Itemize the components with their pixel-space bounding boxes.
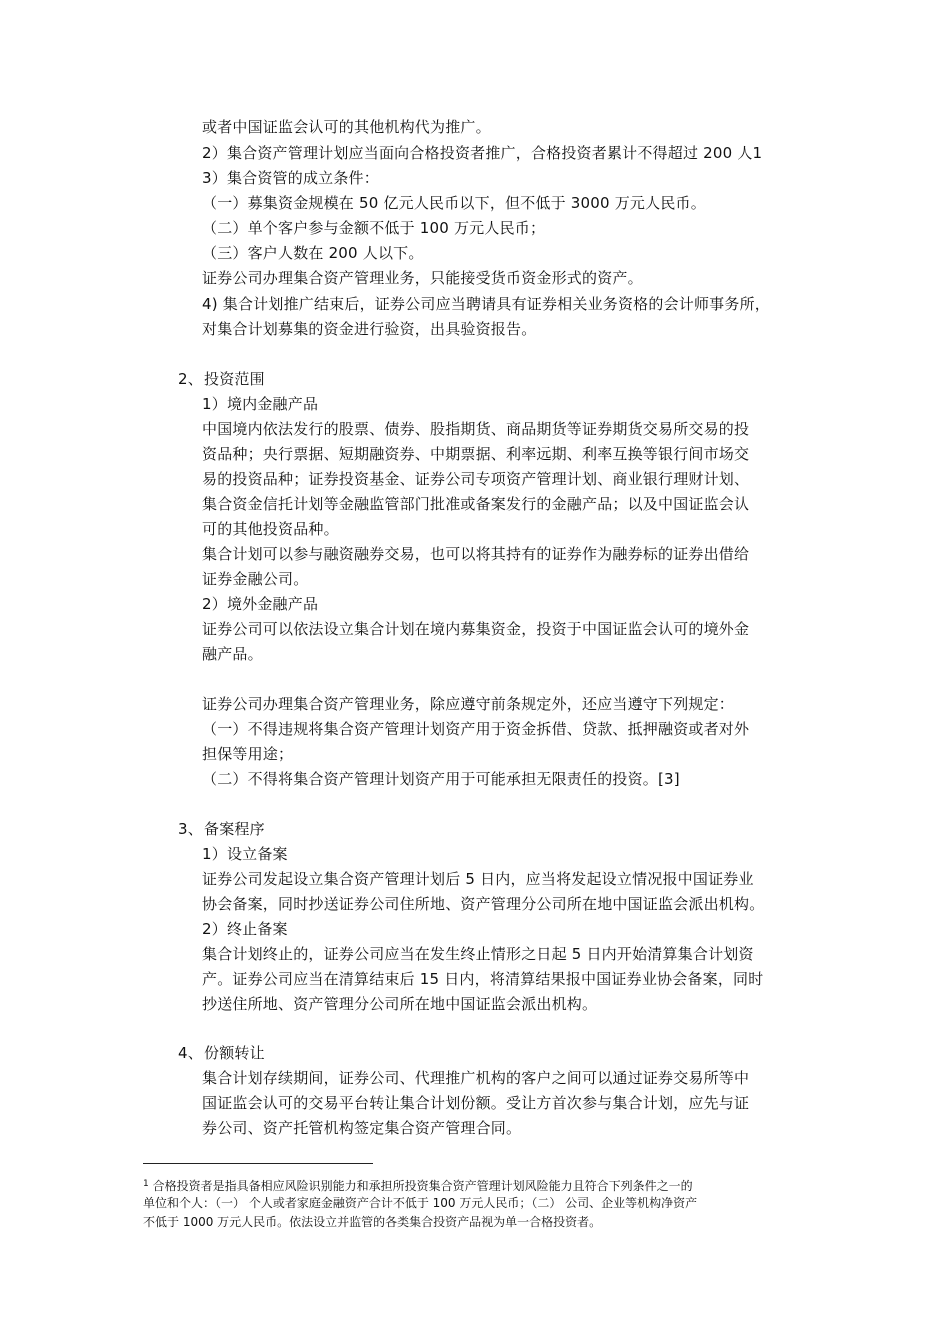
paragraph-line: 或者中国证监会认可的其他机构代为推广。 [202, 118, 491, 136]
footnote-separator [143, 1163, 373, 1164]
paragraph-line: 对集合计划募集的资金进行验资，出具验资报告。 [202, 320, 537, 338]
paragraph-line: 产。证券公司应当在清算结束后 15 日内，将清算结果报中国证券业协会备案，同时 [202, 970, 764, 988]
paragraph-line: 国证监会认可的交易平台转让集合计划份额。受让方首次参与集合计划，应先与证 [202, 1094, 750, 1112]
paragraph-line: 2）境外金融产品 [202, 595, 319, 613]
paragraph-line: 资品种；央行票据、短期融资券、中期票据、利率远期、利率互换等银行间市场交 [202, 445, 750, 463]
paragraph-line: （一）募集资金规模在 50 亿元人民币以下，但不低于 3000 万元人民币。 [202, 194, 706, 212]
paragraph-line: （三）客户人数在 200 人以下。 [202, 244, 424, 262]
section-title: 投资范围 [204, 370, 265, 388]
paragraph-line: 券公司、资产托管机构签定集合资产管理合同。 [202, 1119, 522, 1137]
section-title: 备案程序 [204, 820, 265, 838]
paragraph-line: （一）不得违规将集合资产管理计划资产用于资金拆借、贷款、抵押融资或者对外 [202, 720, 750, 738]
paragraph-text: 2）集合资产管理计划应当面向合格投资者推广，合格投资者累计不得超过 200 人 [202, 144, 753, 162]
section-title: 份额转让 [204, 1044, 265, 1062]
paragraph-line: 融产品。 [202, 645, 263, 663]
footnote-reference[interactable]: 1 [752, 144, 763, 162]
paragraph-line: 抄送住所地、资产管理分公司所在地中国证监会派出机构。 [202, 995, 598, 1013]
footnote-line: 不低于 1000 万元人民币。依法设立并监管的各类集合投资产品视为单一合格投资者。 [143, 1215, 602, 1229]
paragraph-line: 证券公司可以依法设立集合计划在境内募集资金，投资于中国证监会认可的境外金 [202, 620, 750, 638]
paragraph-line: 集合资金信托计划等金融监管部门批准或备案发行的金融产品；以及中国证监会认 [202, 495, 750, 513]
paragraph-line: （二）单个客户参与金额不低于 100 万元人民币； [202, 219, 546, 237]
paragraph-line [202, 143, 762, 163]
paragraph-line: （二）不得将集合资产管理计划资产用于可能承担无限责任的投资。[3] [202, 770, 680, 788]
footnote-mark: 1 [143, 1179, 149, 1189]
paragraph-line: 1）境内金融产品 [202, 395, 319, 413]
paragraph-line: 中国境内依法发行的股票、债券、股指期货、商品期货等证券期货交易所交易的投 [202, 420, 750, 438]
paragraph-line: 4) 集合计划推广结束后，证券公司应当聘请具有证券相关业务资格的会计师事务所， [202, 295, 770, 313]
paragraph-line: 担保等用途； [202, 745, 294, 763]
section-number: 3、 [178, 820, 203, 838]
section-number: 4、 [178, 1044, 203, 1062]
paragraph-line: 证券公司发起设立集合资产管理计划后 5 日内，应当将发起设立情况报中国证券业 [202, 870, 754, 888]
section-heading [178, 1043, 265, 1063]
section-number: 2、 [178, 370, 203, 388]
paragraph-line: 2）终止备案 [202, 920, 288, 938]
paragraph-line: 集合计划可以参与融资融券交易，也可以将其持有的证券作为融券标的证券出借给 [202, 545, 750, 563]
section-heading [178, 369, 265, 389]
section-heading [178, 819, 265, 839]
footnote-line: 单位和个人：（一） 个人或者家庭金融资产合计不低于 100 万元人民币；（二） 公司、企业等机构净资产 [143, 1196, 698, 1210]
paragraph-line: 1）设立备案 [202, 845, 288, 863]
paragraph-line: 集合计划终止的，证券公司应当在发生终止情形之日起 5 日内开始清算集合计划资 [202, 945, 754, 963]
paragraph-line: 可的其他投资品种。 [202, 520, 339, 538]
paragraph-line: 集合计划存续期间，证券公司、代理推广机构的客户之间可以通过证券交易所等中 [202, 1069, 750, 1087]
paragraph-line: 证券公司办理集合资产管理业务，只能接受货币资金形式的资产。 [202, 269, 643, 287]
footnote-line [143, 1176, 693, 1194]
footnote-text: 合格投资者是指具备相应风险识别能力和承担所投资集合资产管理计划风险能力且符合下列条件之一的 [152, 1179, 693, 1193]
paragraph-line: 证券金融公司。 [202, 570, 309, 588]
paragraph-line: 3）集合资管的成立条件： [202, 169, 379, 187]
paragraph-line: 协会备案，同时抄送证券公司住所地、资产管理分公司所在地中国证监会派出机构。 [202, 895, 765, 913]
paragraph-line: 证券公司办理集合资产管理业务，除应遵守前条规定外，还应当遵守下列规定： [202, 695, 735, 713]
paragraph-line: 易的投资品种；证券投资基金、证券公司专项资产管理计划、商业银行理财计划、 [202, 470, 750, 488]
